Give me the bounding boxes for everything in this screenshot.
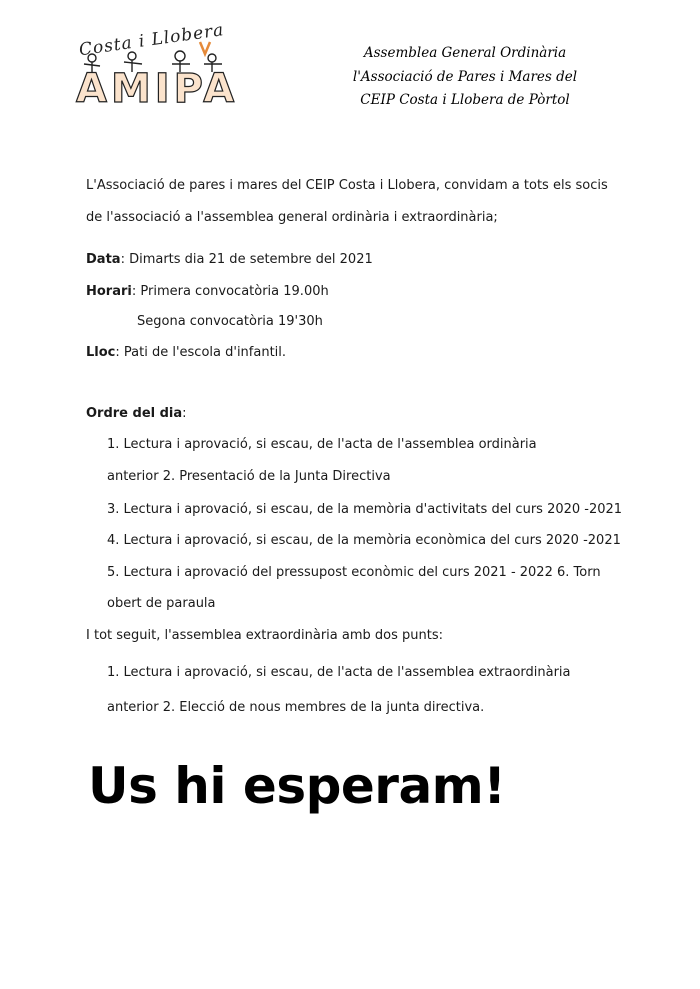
- extraordinary-item: anterior 2. Elecció de nous membres de la junta directiva.: [107, 700, 485, 715]
- time-second: Segona convocatòria 19'30h: [137, 314, 323, 329]
- ribbon-icon: [200, 42, 210, 54]
- place-value: : Pati de l'escola d'infantil.: [115, 345, 287, 360]
- time-label: Horari: [86, 284, 132, 299]
- header-line: l'Associació de Pares i Mares del: [352, 68, 578, 85]
- agenda-heading: Ordre del dia:: [86, 406, 187, 421]
- place-row: [86, 345, 286, 360]
- agenda-item: 4. Lectura i aprovació, si escau, de la memòria econòmica del curs 2020 -2021: [107, 533, 621, 548]
- logo-name-text: AMIPA: [76, 66, 239, 106]
- intro-line: de l'associació a l'assemblea general ordinària i extraordinària;: [86, 210, 498, 225]
- closing-slogan: Us hi esperam!: [88, 757, 506, 815]
- assembly-header: [350, 42, 580, 113]
- amipa-logo: [70, 6, 250, 106]
- header-line: CEIP Costa i Llobera de Pòrtol: [360, 92, 570, 108]
- place-label: Lloc: [86, 345, 116, 360]
- agenda-item: anterior 2. Presentació de la Junta Directiva: [107, 469, 391, 484]
- logo-top-text: Costa i Llobera: [77, 20, 226, 61]
- date-value: : Dimarts dia 21 de setembre del 2021: [120, 252, 373, 267]
- agenda-label: Ordre del dia: [86, 406, 183, 421]
- extraordinary-item: 1. Lectura i aprovació, si escau, de l'acta de l'assemblea extraordinària: [107, 665, 571, 680]
- date-row: [86, 252, 373, 267]
- time-row: [86, 284, 329, 299]
- agenda-item: obert de paraula: [107, 596, 216, 611]
- extraordinary-intro: I tot seguit, l'assemblea extraordinària amb dos punts:: [86, 628, 443, 643]
- agenda-item: 3. Lectura i aprovació, si escau, de la memòria d'activitats del curs 2020 -2021: [107, 502, 623, 517]
- header-line: Assemblea General Ordinària: [363, 45, 567, 61]
- time-first: : Primera convocatòria 19.00h: [131, 284, 329, 299]
- agenda-item: 5. Lectura i aprovació del pressupost econòmic del curs 2021 - 2022 6. Torn: [107, 565, 601, 580]
- agenda-item: 1. Lectura i aprovació, si escau, de l'acta de l'assemblea ordinària: [107, 437, 537, 452]
- intro-line: L'Associació de pares i mares del CEIP Costa i Llobera, convidam a tots els socis: [86, 178, 608, 193]
- date-label: Data: [86, 252, 121, 267]
